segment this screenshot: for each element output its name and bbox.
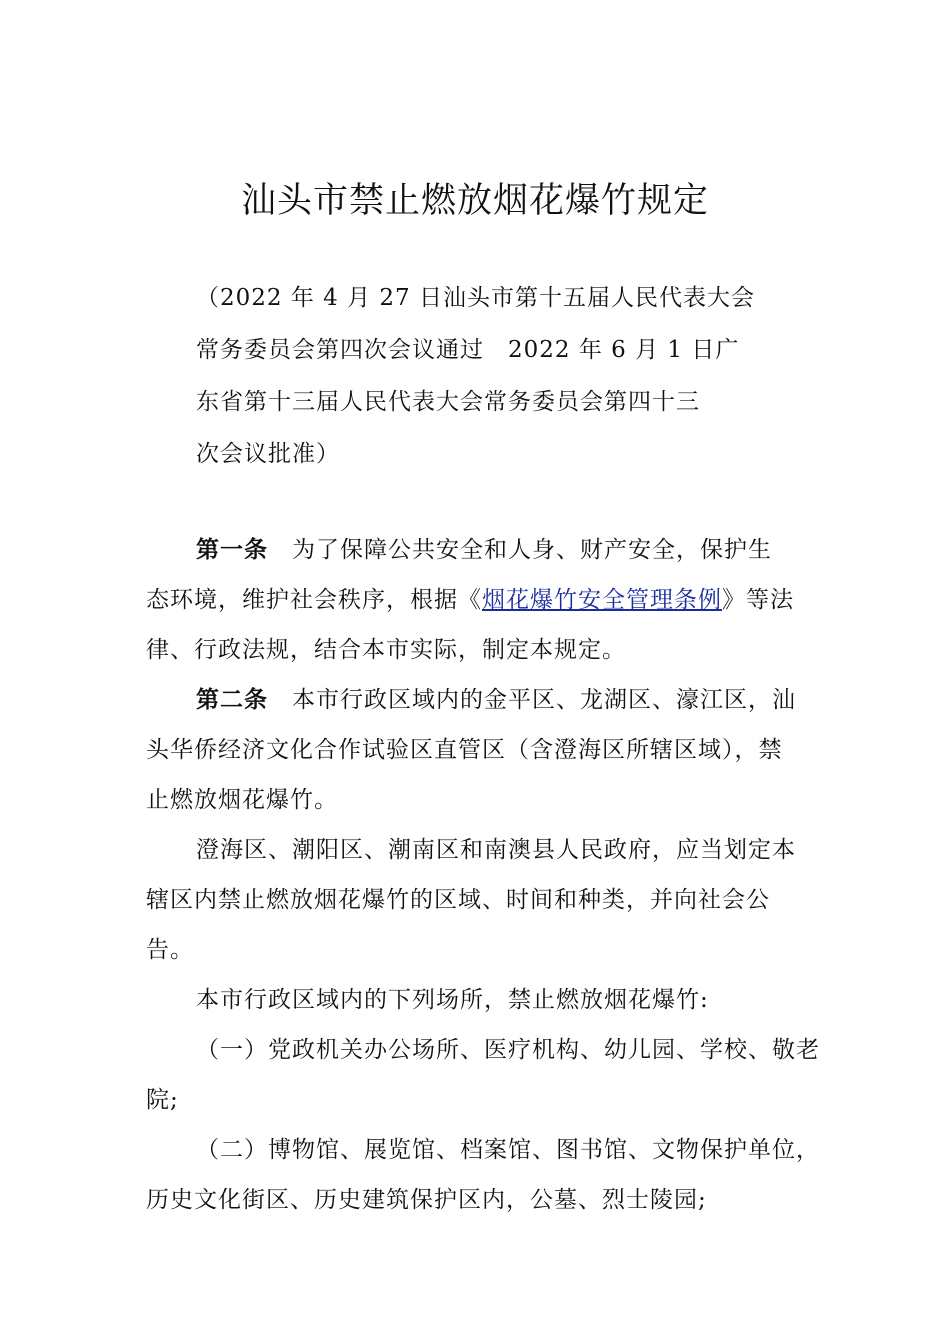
article-1	[146, 525, 810, 675]
list-item-1: 院;	[146, 1087, 179, 1113]
adoption-note	[196, 272, 766, 480]
adoption-note-line: （2022 年 4 月 27 日汕头市第十五届人民代表大会	[196, 285, 755, 311]
article-2-line: 澄海区、潮阳区、潮南区和南澳县人民政府，应当划定本	[196, 837, 796, 863]
article-1-line: 律、行政法规，结合本市实际，制定本规定。	[146, 637, 626, 663]
regulation-link[interactable]: 烟花爆竹安全管理条例	[482, 587, 722, 613]
article-2-line: 头华侨经济文化合作试验区直管区（含澄海区所辖区域），禁	[146, 737, 783, 763]
adoption-note-line: 东省第十三届人民代表大会常务委员会第四十三	[196, 389, 700, 415]
article-1-line	[146, 525, 810, 575]
adoption-note-line: 次会议批准）	[196, 441, 340, 467]
article-1-text: 为了保障公共安全和人身、财产安全，保护生	[292, 537, 772, 563]
article-2-line: 辖区内禁止燃放烟花爆竹的区域、时间和种类，并向社会公	[146, 887, 770, 913]
article-2-line: 止燃放烟花爆竹。	[146, 787, 338, 813]
article-2	[146, 675, 820, 1225]
article-2-text: 本市行政区域内的金平区、龙湖区、濠江区，汕	[292, 687, 796, 713]
article-2-line	[146, 675, 810, 725]
list-item-2: 历史文化街区、历史建筑保护区内，公墓、烈士陵园;	[146, 1187, 707, 1213]
adoption-note-line: 常务委员会第四次会议通过 2022 年 6 月 1 日广	[196, 337, 740, 363]
document-title: 汕头市禁止燃放烟花爆竹规定	[240, 181, 709, 221]
article-1-label: 第一条	[196, 537, 268, 563]
list-item-2: （二）博物馆、展览馆、档案馆、图书馆、文物保护单位，	[196, 1137, 820, 1163]
document-body	[146, 525, 820, 1225]
article-1-line	[146, 575, 810, 625]
article-2-line: 本市行政区域内的下列场所，禁止燃放烟花爆竹:	[196, 987, 709, 1013]
list-item-1: （一）党政机关办公场所、医疗机构、幼儿园、学校、敬老	[196, 1037, 820, 1063]
article-1-text: 》等法	[722, 587, 794, 613]
article-1-text: 态环境，维护社会秩序，根据《	[146, 587, 482, 613]
article-2-line: 告。	[146, 937, 194, 963]
article-2-label: 第二条	[196, 687, 268, 713]
